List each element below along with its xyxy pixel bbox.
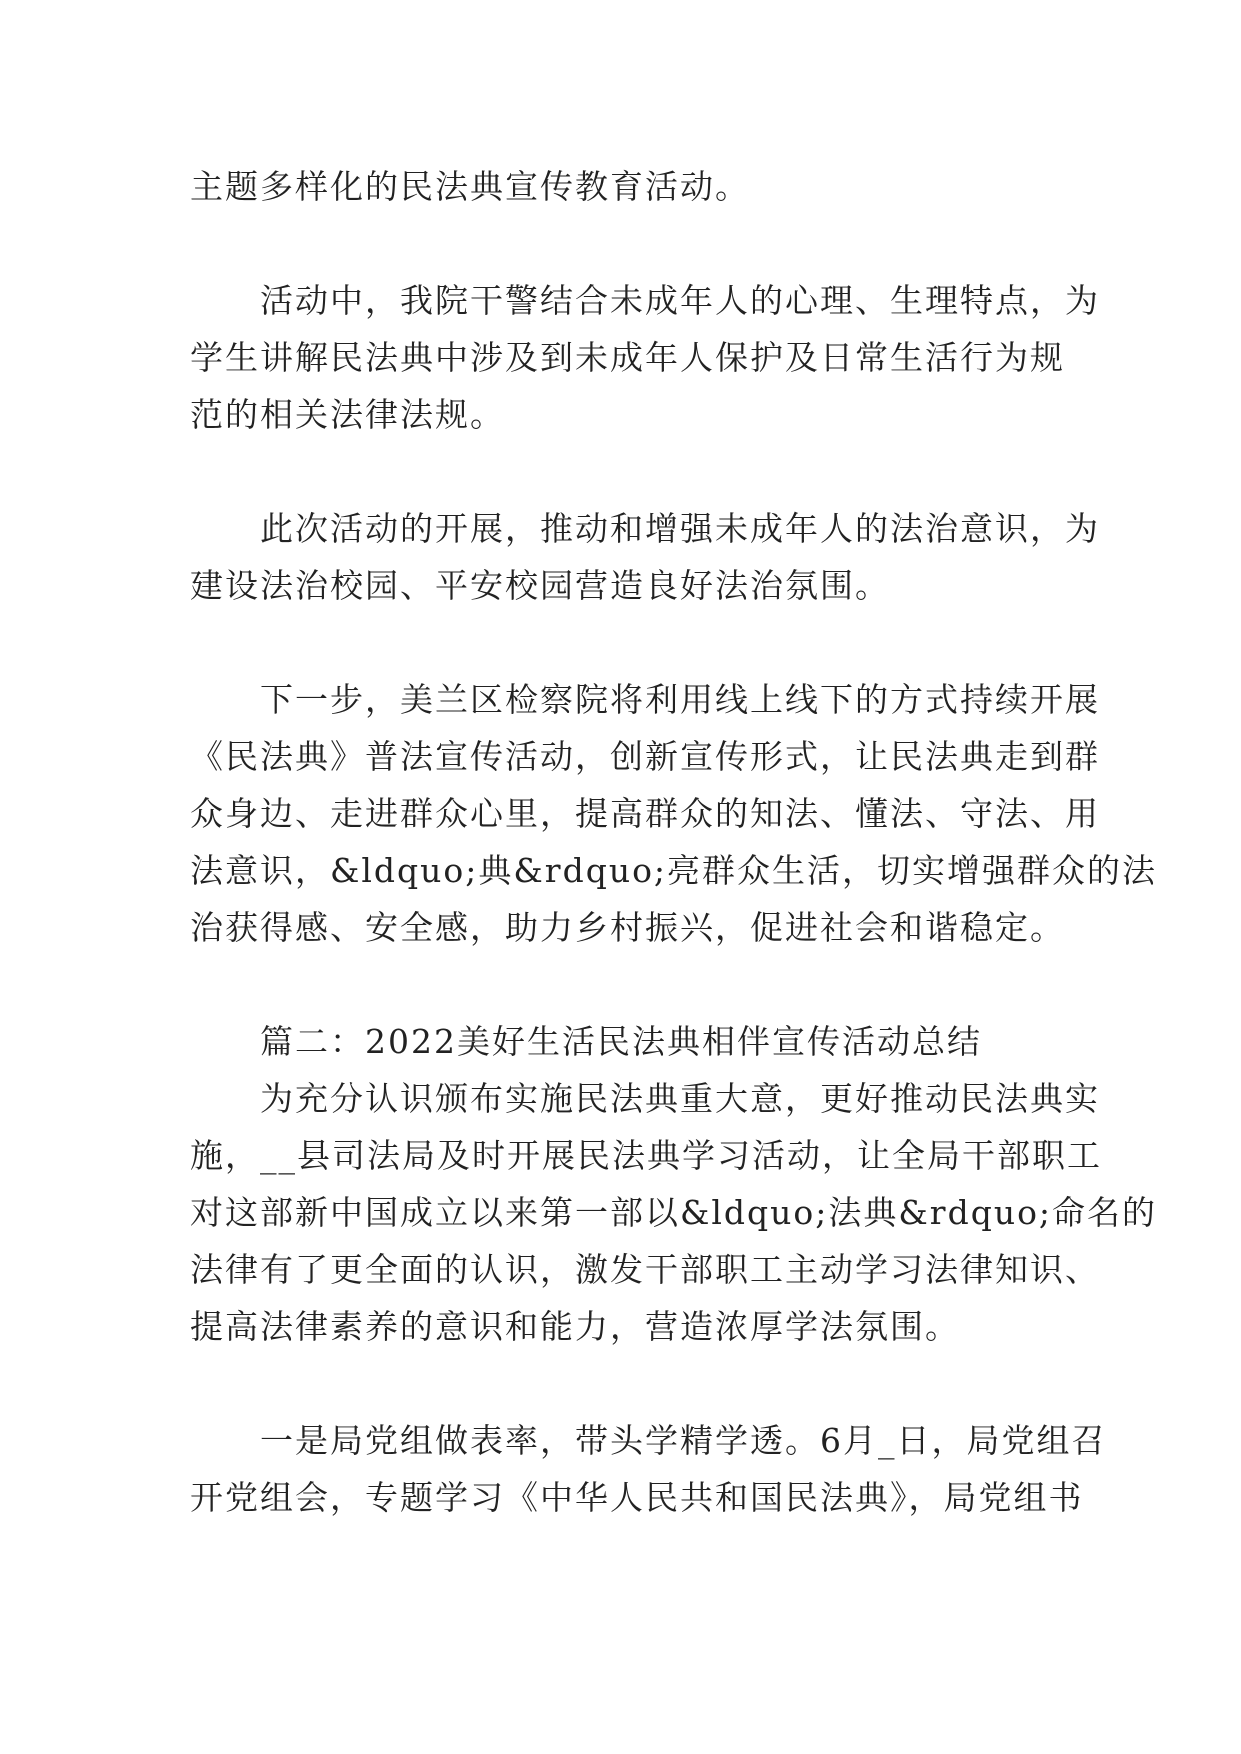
text-line: 为充分认识颁布实施民法典重大意，更好推动民法典实 [190,1079,1100,1118]
text-line: 法意识，&ldquo;典&rdquo;亮群众生活，切实增强群众的法 [190,851,1158,890]
text-line: 对这部新中国成立以来第一部以&ldquo;法典&rdquo;命名的 [190,1193,1158,1232]
text-line: 提高法律素养的意识和能力，营造浓厚学法氛围。 [190,1307,960,1346]
text-line: 范的相关法律法规。 [190,395,505,434]
text-line: 下一步，美兰区检察院将利用线上线下的方式持续开展 [190,680,1100,719]
text-line: 《民法典》普法宣传活动，创新宣传形式，让民法典走到群 [190,737,1100,776]
text-line: 开党组会，专题学习《中华人民共和国民法典》，局党组书 [190,1478,1084,1517]
blank-line [190,1355,1070,1412]
blank-line [190,215,1070,272]
text-line: 一是局党组做表率，带头学精学透。6月_日，局党组召 [190,1421,1107,1460]
text-line: 学生讲解民法典中涉及到未成年人保护及日常生活行为规 [190,338,1065,377]
text-line: 法律有了更全面的认识，激发干部职工主动学习法律知识、 [190,1250,1100,1289]
section-heading: 篇二：2022美好生活民法典相伴宣传活动总结 [190,1022,982,1061]
text-line: 建设法治校园、平安校园营造良好法治氛围。 [190,566,890,605]
text-line: 众身边、走进群众心里，提高群众的知法、懂法、守法、用 [190,794,1100,833]
blank-line [190,956,1070,1013]
text-line: 治获得感、安全感，助力乡村振兴，促进社会和谐稳定。 [190,908,1065,947]
text-line: 主题多样化的民法典宣传教育活动。 [190,167,750,206]
blank-line [190,443,1070,500]
blank-line [190,614,1070,671]
text-line: 施，__县司法局及时开展民法典学习活动，让全局干部职工 [190,1136,1102,1175]
text-line: 活动中，我院干警结合未成年人的心理、生理特点，为 [190,281,1100,320]
text-line: 此次活动的开展，推动和增强未成年人的法治意识，为 [190,509,1100,548]
document-body [190,158,1158,1526]
